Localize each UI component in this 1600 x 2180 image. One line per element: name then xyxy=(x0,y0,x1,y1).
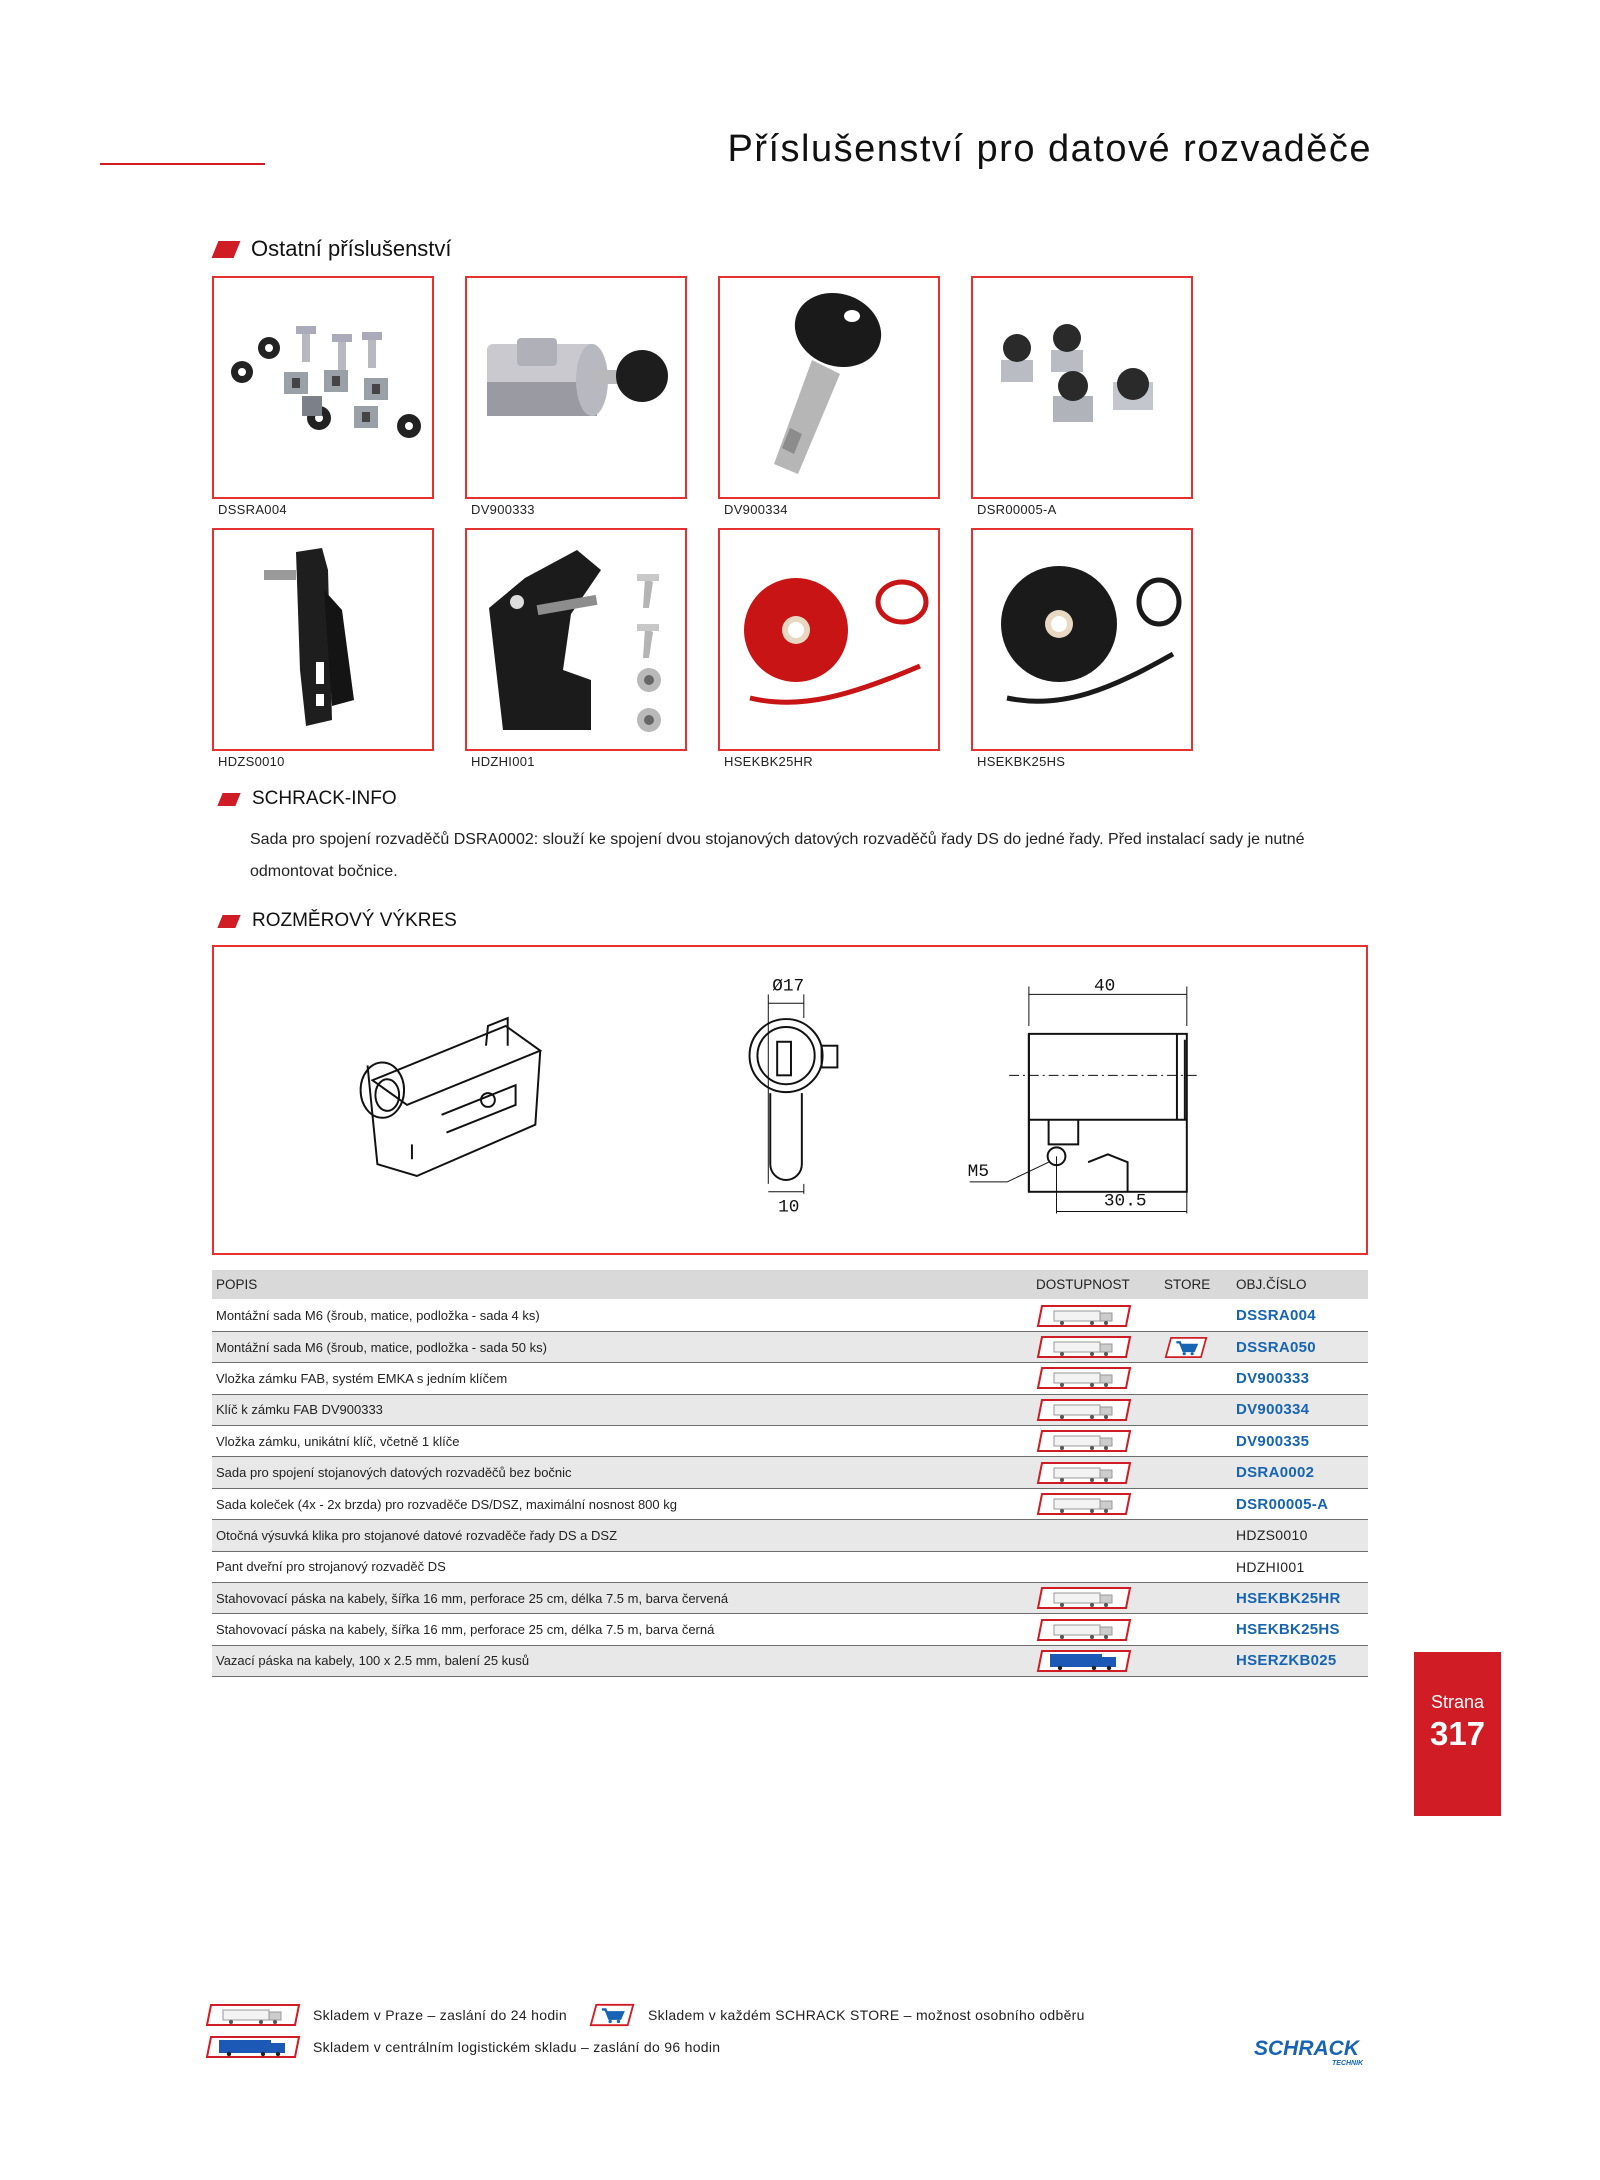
row-availability xyxy=(1032,1300,1160,1331)
white-truck-icon xyxy=(1036,1586,1132,1610)
row-order-code[interactable]: DV900334 xyxy=(1232,1394,1368,1425)
row-description: Stahovovací páska na kabely, šířka 16 mm, perforace 25 cm, délka 7.5 m, barva červená xyxy=(212,1583,1032,1614)
row-order-code[interactable]: HSEKBK25HS xyxy=(1232,1614,1368,1645)
table-row xyxy=(212,1457,1368,1488)
legend-blue-truck xyxy=(205,2035,720,2059)
row-store xyxy=(1160,1488,1232,1519)
row-description: Sada pro spojení stojanových datových rozvaděčů bez bočnic xyxy=(212,1457,1032,1488)
table-row xyxy=(212,1426,1368,1457)
row-store xyxy=(1160,1331,1232,1362)
page-title: Příslušenství pro datové rozvaděče xyxy=(727,128,1372,170)
row-store xyxy=(1160,1300,1232,1331)
header-obj-cislo: OBJ.ČÍSLO xyxy=(1232,1270,1368,1300)
table-row xyxy=(212,1488,1368,1519)
row-description: Pant dveřní pro strojanový rozvaděč DS xyxy=(212,1551,1032,1582)
lock-insert-icon xyxy=(467,278,685,497)
product-code: HDZHI001 xyxy=(471,754,535,769)
legend-white-truck-text: Skladem v Praze – zaslání do 24 hodin xyxy=(313,2007,567,2023)
row-description: Sada koleček (4x - 2x brzda) pro rozvaděče DS/DSZ, maximální nosnost 800 kg xyxy=(212,1488,1032,1519)
table-row xyxy=(212,1331,1368,1362)
row-availability xyxy=(1032,1331,1160,1362)
dim-10-label: 10 xyxy=(778,1197,800,1218)
table-row xyxy=(212,1583,1368,1614)
white-truck-icon xyxy=(1036,1492,1132,1516)
row-availability xyxy=(1032,1551,1160,1582)
row-store xyxy=(1160,1614,1232,1645)
lock-cylinder-drawing xyxy=(214,947,1366,1253)
row-order-code[interactable]: HSEKBK25HR xyxy=(1232,1583,1368,1614)
product-table xyxy=(212,1270,1368,1677)
page-number-tab xyxy=(1414,1652,1501,1816)
table-row xyxy=(212,1645,1368,1676)
door-hinge-icon xyxy=(467,530,685,749)
section-accessories-heading xyxy=(215,236,452,262)
row-order-code[interactable]: DV900333 xyxy=(1232,1363,1368,1394)
table-header-row xyxy=(212,1270,1368,1300)
white-truck-icon xyxy=(1036,1461,1132,1485)
product-image-box xyxy=(718,528,940,751)
section-info-label: SCHRACK-INFO xyxy=(252,788,397,809)
product-card[interactable] xyxy=(718,276,940,517)
white-truck-icon xyxy=(1036,1335,1132,1359)
product-image-box xyxy=(971,276,1193,499)
row-availability xyxy=(1032,1488,1160,1519)
legend-white-truck xyxy=(205,2003,567,2027)
white-truck-icon xyxy=(1036,1366,1132,1390)
header-popis: POPIS xyxy=(212,1270,1032,1300)
blue-truck-icon xyxy=(1036,1649,1132,1673)
product-card[interactable] xyxy=(465,276,687,517)
table-row xyxy=(212,1520,1368,1551)
row-store xyxy=(1160,1394,1232,1425)
row-description: Klíč k zámku FAB DV900333 xyxy=(212,1394,1032,1425)
row-availability xyxy=(1032,1520,1160,1551)
table-row xyxy=(212,1363,1368,1394)
product-image-box xyxy=(465,528,687,751)
header-dostupnost: DOSTUPNOST xyxy=(1032,1270,1160,1300)
legend-store-text: Skladem v každém SCHRACK STORE – možnost osobního odběru xyxy=(648,2007,1085,2023)
row-description: Vazací páska na kabely, 100 x 2.5 mm, balení 25 kusů xyxy=(212,1645,1032,1676)
row-order-code: HDZHI001 xyxy=(1232,1551,1368,1582)
key-icon xyxy=(720,278,938,497)
store-cart-icon xyxy=(1164,1336,1208,1359)
product-code: DV900333 xyxy=(471,502,535,517)
white-truck-icon xyxy=(205,2003,301,2027)
row-order-code[interactable]: DSSRA050 xyxy=(1232,1331,1368,1362)
dimension-drawing xyxy=(212,945,1368,1255)
product-code: DV900334 xyxy=(724,502,788,517)
screws-nuts-icon xyxy=(214,278,432,497)
castor-wheels-icon xyxy=(973,278,1191,497)
section-info-heading xyxy=(220,788,397,810)
row-availability xyxy=(1032,1363,1160,1394)
section-marker-icon xyxy=(217,793,240,806)
row-availability xyxy=(1032,1614,1160,1645)
row-store xyxy=(1160,1551,1232,1582)
product-image-box xyxy=(212,528,434,751)
row-availability xyxy=(1032,1457,1160,1488)
store-cart-icon xyxy=(588,2003,636,2027)
white-truck-icon xyxy=(1036,1398,1132,1422)
row-description: Otočná výsuvká klika pro stojanové datové rozvaděče řady DS a DSZ xyxy=(212,1520,1032,1551)
table-row xyxy=(212,1551,1368,1582)
section-marker-icon xyxy=(212,241,241,258)
product-image-box xyxy=(718,276,940,499)
product-code: DSSRA004 xyxy=(218,502,287,517)
row-description: Montážní sada M6 (šroub, matice, podložka - sada 4 ks) xyxy=(212,1300,1032,1331)
top-red-rule xyxy=(100,163,265,165)
product-image-box xyxy=(465,276,687,499)
product-card[interactable] xyxy=(212,276,434,517)
schrack-logo xyxy=(1250,2035,1375,2067)
row-store xyxy=(1160,1426,1232,1457)
row-order-code[interactable]: DV900335 xyxy=(1232,1426,1368,1457)
svg-text:SCHRACK: SCHRACK xyxy=(1254,2037,1359,2060)
legend-blue-truck-text: Skladem v centrálním logistickém skladu – zaslání do 96 hodin xyxy=(313,2039,721,2055)
dim-width-label: 40 xyxy=(1094,976,1116,997)
white-truck-icon xyxy=(1036,1618,1132,1642)
dim-305-label: 30.5 xyxy=(1103,1191,1147,1212)
section-accessories-label: Ostatní příslušenství xyxy=(251,236,452,261)
row-availability xyxy=(1032,1426,1160,1457)
section-drawing-label: ROZMĚROVÝ VÝKRES xyxy=(252,910,457,931)
row-store xyxy=(1160,1363,1232,1394)
dim-diameter-label: Ø17 xyxy=(772,976,805,997)
product-code: DSR00005-A xyxy=(977,502,1057,517)
row-description: Montážní sada M6 (šroub, matice, podložka - sada 50 ks) xyxy=(212,1331,1032,1362)
product-card[interactable] xyxy=(971,528,1193,769)
row-description: Vložka zámku, unikátní klíč, včetně 1 klíče xyxy=(212,1426,1032,1457)
row-order-code[interactable]: HSERZKB025 xyxy=(1232,1645,1368,1676)
dim-m5-label: M5 xyxy=(967,1162,989,1183)
white-truck-icon xyxy=(1036,1429,1132,1453)
product-code: HDZS0010 xyxy=(218,754,285,769)
section-drawing-heading xyxy=(220,910,457,932)
product-code: HSEKBK25HS xyxy=(977,754,1066,769)
product-image-box xyxy=(212,276,434,499)
page-number: 317 xyxy=(1429,1715,1486,1752)
row-order-code[interactable]: DSRA0002 xyxy=(1232,1457,1368,1488)
row-availability xyxy=(1032,1583,1160,1614)
row-availability xyxy=(1032,1645,1160,1676)
table-body xyxy=(212,1300,1368,1677)
section-marker-icon xyxy=(217,915,240,928)
row-store xyxy=(1160,1645,1232,1676)
svg-text:TECHNIK: TECHNIK xyxy=(1332,2060,1364,2067)
row-order-code[interactable]: DSR00005-A xyxy=(1232,1488,1368,1519)
row-order-code[interactable]: DSSRA004 xyxy=(1232,1300,1368,1331)
product-card[interactable] xyxy=(971,276,1193,517)
row-description: Vložka zámku FAB, systém EMKA s jedním klíčem xyxy=(212,1363,1032,1394)
row-store xyxy=(1160,1520,1232,1551)
header-store: STORE xyxy=(1160,1270,1232,1300)
black-velcro-tape-icon xyxy=(973,530,1191,749)
product-card[interactable] xyxy=(212,528,434,769)
white-truck-icon xyxy=(1036,1304,1132,1328)
row-order-code: HDZS0010 xyxy=(1232,1520,1368,1551)
table-row xyxy=(212,1614,1368,1645)
legend-store xyxy=(588,2003,1085,2027)
product-code: HSEKBK25HR xyxy=(724,754,813,769)
page-number-label: Strana xyxy=(1430,1692,1485,1712)
row-description: Stahovovací páska na kabely, šířka 16 mm, perforace 25 cm, délka 7.5 m, barva černá xyxy=(212,1614,1032,1645)
red-velcro-tape-icon xyxy=(720,530,938,749)
product-image-box xyxy=(971,528,1193,751)
row-store xyxy=(1160,1457,1232,1488)
table-row xyxy=(212,1394,1368,1425)
row-store xyxy=(1160,1583,1232,1614)
table-row xyxy=(212,1300,1368,1331)
row-availability xyxy=(1032,1394,1160,1425)
product-card[interactable] xyxy=(718,528,940,769)
swing-handle-icon xyxy=(214,530,432,749)
blue-truck-icon xyxy=(205,2035,301,2059)
info-text: Sada pro spojení rozvaděčů DSRA0002: slouží ke spojení dvou stojanových datových rozvaděčů řady DS do jedné řady. Před instalací sady je nutné odmontovat bočnice. xyxy=(250,831,1305,880)
product-card[interactable] xyxy=(465,528,687,769)
